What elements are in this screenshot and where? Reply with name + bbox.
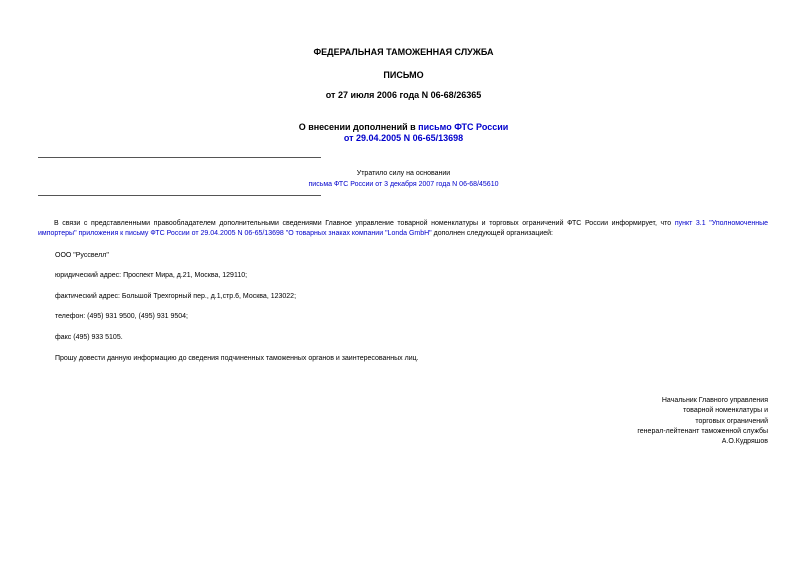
- signature-line-2: товарной номенклатуры и: [683, 407, 768, 415]
- intro-paragraph: [38, 219, 768, 239]
- status-link[interactable]: письма ФТС России от 3 декабря 2007 года N 06-68/45610: [308, 181, 499, 188]
- actual-address: фактический адрес: Большой Трехгорный пер., д.1,стр.6, Москва, 123022;: [55, 293, 297, 300]
- intro-link[interactable]: пункт 3.1 "Уполномоченные импортеры" приложения к письму ФТС России от 29.04.2005 N 06-65/13698 "О товарных знаках компании "Londa GmbH": [38, 220, 768, 237]
- divider-bottom: [38, 195, 321, 196]
- org-name: ООО "Руссвелл": [55, 252, 109, 259]
- subject-link-2[interactable]: от 29.04.2005 N 06-65/13698: [343, 133, 464, 143]
- intro-start: В связи с представленными правообладателем дополнительными сведениями Главное управление товарной номенклатуры и торговых ограничений ФТС России информирует, что: [54, 220, 675, 227]
- doc-subject: [0, 122, 807, 144]
- status-note: Утратило силу на основании: [356, 170, 451, 177]
- legal-address: юридический адрес: Проспект Мира, д.21, Москва, 129110;: [55, 272, 248, 279]
- fax: факс (495) 933 5105.: [55, 334, 123, 341]
- signature-line-4: генерал-лейтенант таможенной службы: [637, 427, 768, 435]
- signature-block: [508, 396, 768, 447]
- signature-name: А.О.Кудряшов: [721, 438, 768, 446]
- doc-date-number: от 27 июля 2006 года N 06-68/26365: [325, 90, 482, 100]
- intro-end: дополнен следующей организацией:: [431, 230, 553, 237]
- signature-line-3: торговых ограничений: [695, 417, 768, 425]
- subject-prefix: О внесении дополнений в: [298, 122, 419, 132]
- phone: телефон: (495) 931 9500, (495) 931 9504;: [55, 313, 188, 320]
- subject-link-1[interactable]: письмо ФТС России: [418, 122, 509, 132]
- request-paragraph: Прошу довести данную информацию до сведения подчиненных таможенных органов и заинтересованных лиц.: [55, 355, 419, 362]
- agency-title: ФЕДЕРАЛЬНАЯ ТАМОЖЕННАЯ СЛУЖБА: [313, 47, 494, 57]
- divider-top: [38, 157, 321, 158]
- doc-type: ПИСЬМО: [383, 70, 424, 80]
- signature-line-1: Начальник Главного управления: [661, 397, 768, 404]
